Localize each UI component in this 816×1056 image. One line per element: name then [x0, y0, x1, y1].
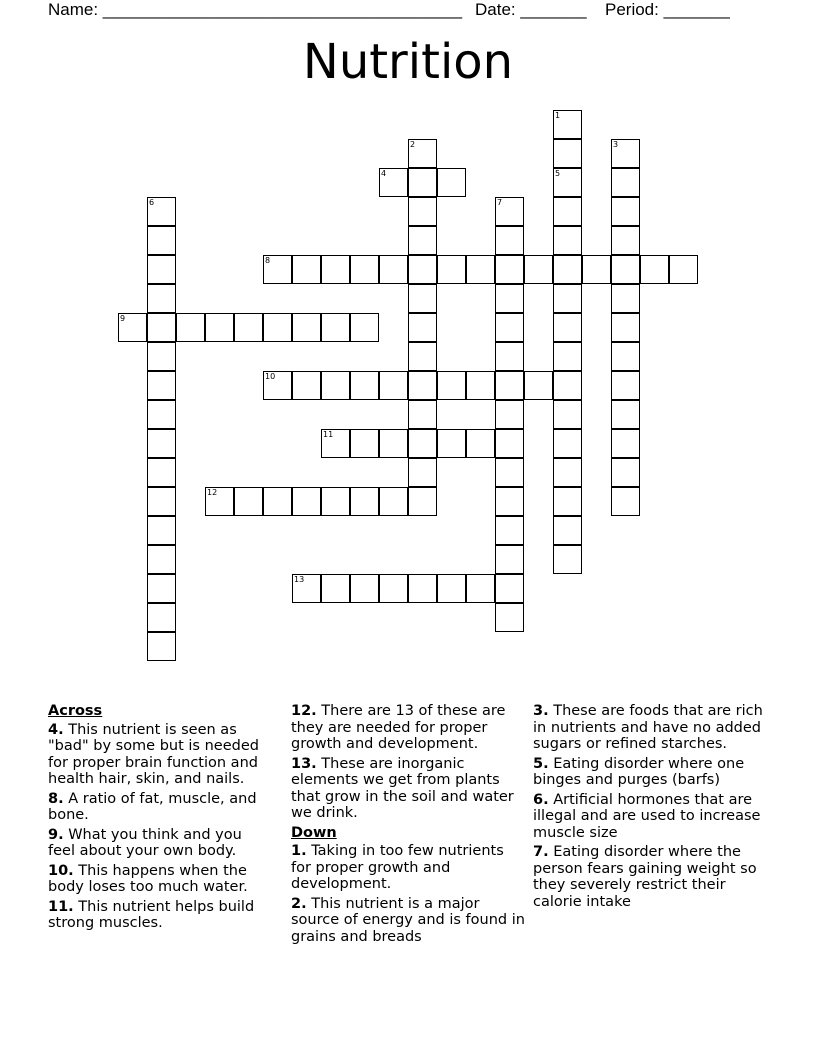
clue-number-2: 2: [410, 140, 416, 149]
grid-cell[interactable]: [582, 255, 611, 284]
grid-cell[interactable]: [553, 545, 582, 574]
clue-across-11: 11. This nutrient helps build strong muscles.: [48, 898, 255, 931]
grid-cell[interactable]: [379, 255, 408, 284]
grid-cell[interactable]: [147, 371, 176, 400]
grid-cell[interactable]: [495, 429, 524, 458]
grid-cell[interactable]: [147, 226, 176, 255]
grid-cell[interactable]: [495, 516, 524, 545]
clue-number-11: 11: [323, 430, 334, 439]
grid-cell[interactable]: [611, 487, 640, 516]
clue-number-1: 1: [555, 111, 561, 120]
grid-cell[interactable]: [292, 313, 321, 342]
clue-number-6: 6: [149, 198, 155, 207]
grid-cell[interactable]: [553, 255, 582, 284]
grid-cell[interactable]: [495, 371, 524, 400]
grid-cell[interactable]: [176, 313, 205, 342]
grid-cell[interactable]: [350, 255, 379, 284]
grid-cell[interactable]: [437, 371, 466, 400]
grid-cell[interactable]: [408, 168, 437, 197]
grid-cell[interactable]: [437, 168, 466, 197]
grid-cell[interactable]: [495, 458, 524, 487]
grid-cell[interactable]: [408, 342, 437, 371]
clue-across-4: 4. This nutrient is seen as "bad" by some but is needed for proper brain function and health hair, skin, and nails.: [48, 721, 259, 787]
clue-down-7: 7. Eating disorder where the person fears gaining weight so they severely restrict their calorie intake: [533, 844, 757, 910]
grid-cell[interactable]: [611, 284, 640, 313]
clue-down-2: 2. This nutrient is a major source of energy and is found in grains and breads: [291, 895, 525, 945]
grid-cell[interactable]: [553, 313, 582, 342]
grid-cell[interactable]: [147, 632, 176, 661]
grid-cell[interactable]: [611, 342, 640, 371]
grid-cell[interactable]: [495, 313, 524, 342]
grid-cell[interactable]: [611, 255, 640, 284]
grid-cell[interactable]: [263, 313, 292, 342]
grid-cell[interactable]: [611, 313, 640, 342]
grid-cell[interactable]: [611, 168, 640, 197]
grid-cell[interactable]: [553, 284, 582, 313]
grid-cell[interactable]: [205, 313, 234, 342]
clue-number-10: 10: [265, 372, 276, 381]
date-field[interactable]: Date: _______: [475, 0, 587, 19]
grid-cell[interactable]: [379, 429, 408, 458]
grid-cell[interactable]: [495, 284, 524, 313]
grid-cell[interactable]: [437, 255, 466, 284]
grid-cell[interactable]: [234, 487, 263, 516]
grid-cell[interactable]: [495, 255, 524, 284]
clue-number-9: 9: [120, 314, 126, 323]
grid-cell[interactable]: [321, 255, 350, 284]
grid-cell[interactable]: [350, 313, 379, 342]
grid-cell[interactable]: [553, 458, 582, 487]
grid-cell[interactable]: [408, 371, 437, 400]
clue-down-6: 6. Artificial hormones that are illegal and are used to increase muscle size: [533, 791, 761, 841]
grid-cell[interactable]: [437, 574, 466, 603]
grid-cell[interactable]: [553, 516, 582, 545]
grid-cell[interactable]: [611, 429, 640, 458]
clues-column-2: [291, 703, 526, 948]
grid-cell[interactable]: [408, 226, 437, 255]
grid-cell[interactable]: [611, 197, 640, 226]
grid-cell[interactable]: [466, 429, 495, 458]
grid-cell[interactable]: [408, 313, 437, 342]
grid-cell[interactable]: [350, 487, 379, 516]
grid-cell[interactable]: [147, 516, 176, 545]
grid-cell[interactable]: [379, 574, 408, 603]
across-heading: Across: [48, 703, 103, 719]
clue-across-13: 13. These are inorganic elements we get from plants that grow in the soil and water we drink.: [291, 755, 514, 821]
clue-across-9: 9. What you think and you feel about your own body.: [48, 826, 242, 859]
period-field[interactable]: Period: _______: [605, 0, 730, 19]
clue-number-4: 4: [381, 169, 387, 178]
grid-cell[interactable]: [495, 226, 524, 255]
grid-cell[interactable]: [292, 255, 321, 284]
clue-number-12: 12: [207, 488, 218, 497]
grid-cell[interactable]: [147, 545, 176, 574]
grid-cell[interactable]: [321, 574, 350, 603]
clue-number-13: 13: [294, 575, 305, 584]
grid-cell[interactable]: [611, 226, 640, 255]
grid-cell[interactable]: [234, 313, 263, 342]
grid-cell[interactable]: [147, 284, 176, 313]
grid-cell[interactable]: [495, 545, 524, 574]
grid-cell[interactable]: [437, 429, 466, 458]
grid-cell[interactable]: [640, 255, 669, 284]
grid-cell[interactable]: [350, 371, 379, 400]
grid-cell[interactable]: [350, 574, 379, 603]
grid-cell[interactable]: [379, 487, 408, 516]
clue-across-12: 12. There are 13 of these are they are needed for proper growth and development.: [291, 703, 506, 752]
grid-cell[interactable]: [611, 371, 640, 400]
grid-cell[interactable]: [147, 603, 176, 632]
grid-cell[interactable]: [553, 487, 582, 516]
grid-cell[interactable]: [495, 603, 524, 632]
down-heading: Down: [291, 824, 337, 841]
grid-cell[interactable]: [408, 255, 437, 284]
grid-cell[interactable]: [408, 197, 437, 226]
grid-cell[interactable]: [466, 371, 495, 400]
grid-cell[interactable]: [408, 284, 437, 313]
grid-cell[interactable]: [408, 458, 437, 487]
grid-cell[interactable]: [553, 139, 582, 168]
clue-number-8: 8: [265, 256, 271, 265]
grid-cell[interactable]: [147, 313, 176, 342]
grid-cell[interactable]: [495, 342, 524, 371]
grid-cell[interactable]: [147, 400, 176, 429]
page-title: Nutrition: [302, 34, 514, 90]
grid-cell[interactable]: [553, 400, 582, 429]
clues-column-1: [48, 703, 273, 935]
grid-cell[interactable]: [553, 226, 582, 255]
grid-cell[interactable]: [466, 255, 495, 284]
grid-cell[interactable]: [408, 429, 437, 458]
grid-cell[interactable]: [495, 400, 524, 429]
grid-cell[interactable]: [321, 371, 350, 400]
grid-cell[interactable]: [408, 487, 437, 516]
grid-cell[interactable]: [292, 371, 321, 400]
grid-cell[interactable]: [495, 487, 524, 516]
grid-cell[interactable]: [553, 197, 582, 226]
clue-across-10: 10. This happens when the body loses too much water.: [48, 862, 248, 895]
clue-number-5: 5: [555, 169, 561, 178]
grid-cell[interactable]: [524, 371, 553, 400]
grid-cell[interactable]: [553, 429, 582, 458]
grid-cell[interactable]: [321, 313, 350, 342]
grid-cell[interactable]: [321, 487, 350, 516]
grid-cell[interactable]: [524, 255, 553, 284]
name-field[interactable]: Name: ______________________________________: [48, 0, 463, 19]
clues-column-3: [533, 703, 768, 913]
grid-cell[interactable]: [553, 371, 582, 400]
grid-cell[interactable]: [263, 487, 292, 516]
grid-cell[interactable]: [669, 255, 698, 284]
grid-cell[interactable]: [292, 487, 321, 516]
grid-cell[interactable]: [147, 487, 176, 516]
grid-cell[interactable]: [147, 429, 176, 458]
grid-cell[interactable]: [495, 574, 524, 603]
grid-cell[interactable]: [379, 371, 408, 400]
grid-cell[interactable]: [147, 342, 176, 371]
grid-cell[interactable]: [611, 400, 640, 429]
grid-cell[interactable]: [147, 458, 176, 487]
grid-cell[interactable]: [408, 574, 437, 603]
grid-cell[interactable]: [408, 400, 437, 429]
grid-cell[interactable]: [466, 574, 495, 603]
grid-cell[interactable]: [611, 458, 640, 487]
grid-cell[interactable]: [147, 574, 176, 603]
clue-number-7: 7: [497, 198, 503, 207]
clue-across-8: 8. A ratio of fat, muscle, and bone.: [48, 790, 257, 823]
clue-down-1: 1. Taking in too few nutrients for proper growth and development.: [291, 843, 504, 892]
clue-down-5: 5. Eating disorder where one binges and purges (barfs): [533, 755, 745, 788]
clue-down-3: 3. These are foods that are rich in nutrients and have no added sugars or refined starches.: [533, 703, 763, 752]
grid-cell[interactable]: [350, 429, 379, 458]
grid-cell[interactable]: [553, 342, 582, 371]
grid-cell[interactable]: [147, 255, 176, 284]
clue-number-3: 3: [613, 140, 619, 149]
